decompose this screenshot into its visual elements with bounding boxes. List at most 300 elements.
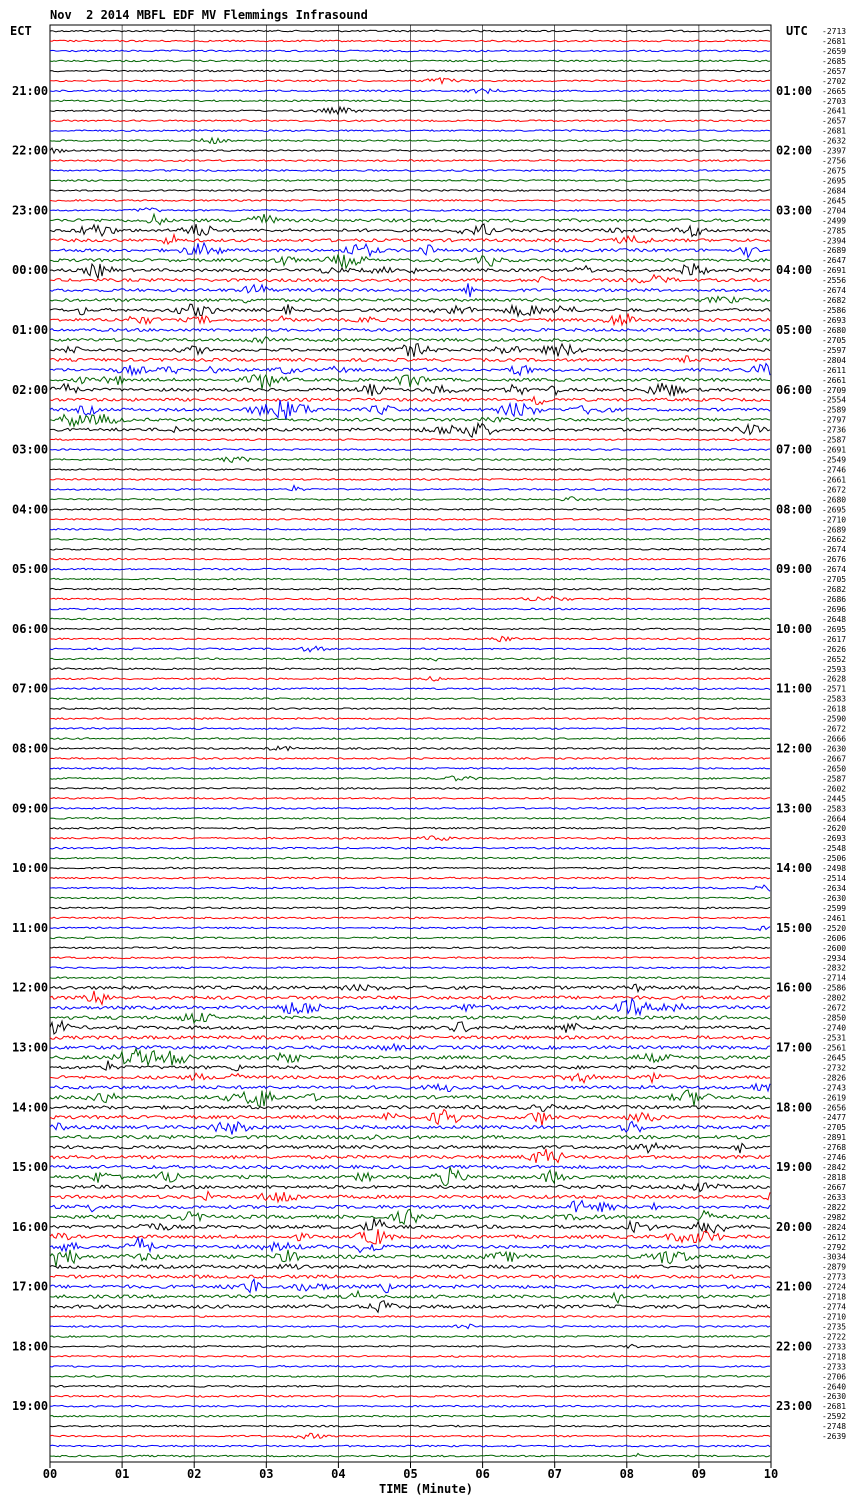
trace-row bbox=[50, 728, 770, 730]
row-offset-label: -2802 bbox=[822, 993, 847, 1003]
row-offset-label: -2718 bbox=[822, 1292, 847, 1302]
trace-row bbox=[50, 375, 770, 389]
trace-row bbox=[50, 1395, 770, 1397]
trace-row bbox=[50, 618, 770, 620]
row-offset-label: -2664 bbox=[822, 814, 847, 824]
trace-row bbox=[50, 788, 770, 790]
row-offset-label: -2445 bbox=[822, 794, 847, 804]
trace-row bbox=[50, 414, 770, 426]
row-offset-label: -2498 bbox=[822, 864, 847, 874]
row-offset-label: -2691 bbox=[822, 445, 847, 455]
row-offset-label: -2657 bbox=[822, 66, 847, 76]
trace-row bbox=[50, 40, 770, 42]
trace-row bbox=[50, 160, 770, 162]
row-offset-label: -2630 bbox=[822, 1392, 847, 1402]
row-offset-label: -2645 bbox=[822, 1053, 847, 1063]
trace-row bbox=[50, 148, 770, 153]
left-timezone-label: ECT bbox=[10, 24, 32, 38]
trace-row bbox=[50, 857, 770, 859]
trace-row bbox=[50, 1344, 770, 1348]
row-offset-label: -2705 bbox=[822, 575, 847, 585]
trace-row bbox=[50, 817, 770, 819]
row-offset-label: -2681 bbox=[822, 36, 847, 46]
row-offset-label: -2689 bbox=[822, 525, 847, 535]
left-hour-label: 14:00 bbox=[12, 1100, 49, 1115]
row-offset-label: -2695 bbox=[822, 624, 847, 634]
trace-row bbox=[50, 1386, 770, 1388]
row-offset-label: -2748 bbox=[822, 1422, 847, 1432]
trace-row bbox=[50, 1356, 770, 1358]
trace-row bbox=[50, 364, 770, 376]
trace-row bbox=[50, 718, 770, 720]
trace-row bbox=[50, 180, 770, 182]
row-offset-label: -2590 bbox=[822, 714, 847, 724]
trace-row bbox=[50, 885, 770, 891]
x-tick-label: 02 bbox=[186, 1467, 202, 1481]
row-offset-label: -2556 bbox=[822, 276, 847, 286]
trace-row bbox=[50, 677, 770, 682]
row-offset-label: -2665 bbox=[822, 86, 847, 96]
row-offset-label: -2667 bbox=[822, 1182, 847, 1192]
row-offset-label: -2732 bbox=[822, 1063, 847, 1073]
trace-row bbox=[50, 548, 770, 550]
trace-row bbox=[50, 1405, 770, 1407]
row-offset-label: -2657 bbox=[822, 116, 847, 126]
row-offset-label: -2705 bbox=[822, 335, 847, 345]
trace-row bbox=[50, 999, 770, 1015]
row-offset-label: -2661 bbox=[822, 375, 847, 385]
row-offset-label: -2733 bbox=[822, 1342, 847, 1352]
row-offset-label: -2685 bbox=[822, 56, 847, 66]
trace-row bbox=[50, 235, 770, 245]
trace-row bbox=[50, 30, 770, 32]
row-offset-label: -2661 bbox=[822, 475, 847, 485]
trace-row bbox=[50, 688, 770, 690]
right-hour-label: 22:00 bbox=[776, 1339, 813, 1354]
trace-row bbox=[50, 658, 770, 661]
right-hour-label: 01:00 bbox=[776, 83, 813, 98]
trace-row bbox=[50, 1183, 770, 1192]
row-offset-label: -2589 bbox=[822, 405, 847, 415]
x-tick-label: 10 bbox=[763, 1467, 779, 1481]
row-offset-label: -2818 bbox=[822, 1173, 847, 1183]
row-offset-label: -2548 bbox=[822, 844, 847, 854]
left-hour-label: 19:00 bbox=[12, 1399, 49, 1414]
row-offset-label: -2561 bbox=[822, 1043, 847, 1053]
row-offset-label: -2520 bbox=[822, 923, 847, 933]
row-offset-label: -2826 bbox=[822, 1073, 847, 1083]
right-hour-label: 10:00 bbox=[776, 621, 813, 636]
trace-row bbox=[50, 297, 770, 304]
row-offset-label: -2618 bbox=[822, 704, 847, 714]
trace-row bbox=[50, 1291, 770, 1303]
row-offset-label: -2746 bbox=[822, 1153, 847, 1163]
trace-row bbox=[50, 255, 770, 269]
row-offset-label: -3034 bbox=[822, 1252, 847, 1262]
row-offset-label: -2583 bbox=[822, 694, 847, 704]
trace-row bbox=[50, 275, 770, 283]
right-hour-label: 19:00 bbox=[776, 1160, 813, 1175]
row-offset-label: -2630 bbox=[822, 893, 847, 903]
row-offset-label: -2639 bbox=[822, 1432, 847, 1442]
trace-row bbox=[50, 768, 770, 770]
row-offset-label: -2586 bbox=[822, 983, 847, 993]
trace-row bbox=[50, 1415, 770, 1417]
trace-row bbox=[50, 926, 770, 930]
row-offset-label: -2676 bbox=[822, 555, 847, 565]
row-offset-label: -2597 bbox=[822, 345, 847, 355]
row-offset-label: -2705 bbox=[822, 1123, 847, 1133]
trace-row bbox=[50, 967, 770, 969]
row-offset-label: -2682 bbox=[822, 585, 847, 595]
trace-row bbox=[50, 596, 770, 600]
trace-row bbox=[50, 1135, 770, 1140]
trace-row bbox=[50, 646, 770, 652]
trace-row bbox=[50, 1301, 770, 1313]
trace-row bbox=[50, 738, 770, 740]
row-offset-label: -2702 bbox=[822, 76, 847, 86]
trace-row bbox=[50, 1021, 770, 1034]
x-tick-label: 09 bbox=[691, 1467, 707, 1481]
row-offset-label: -2674 bbox=[822, 565, 847, 575]
row-offset-label: -2934 bbox=[822, 953, 847, 963]
row-offset-label: -2695 bbox=[822, 176, 847, 186]
right-hour-label: 17:00 bbox=[776, 1040, 813, 1055]
trace-row bbox=[50, 1238, 770, 1253]
trace-row bbox=[50, 808, 770, 810]
trace-row bbox=[50, 1121, 770, 1134]
trace-row bbox=[50, 798, 770, 800]
trace-row bbox=[50, 1316, 770, 1318]
row-offset-label: -2506 bbox=[822, 854, 847, 864]
trace-row bbox=[50, 457, 770, 463]
trace-row bbox=[50, 200, 770, 202]
trace-row bbox=[50, 337, 770, 344]
right-hour-label: 16:00 bbox=[776, 980, 813, 995]
left-hour-label: 04:00 bbox=[12, 502, 49, 517]
row-offset-label: -2672 bbox=[822, 1003, 847, 1013]
row-offset-label: -2656 bbox=[822, 1103, 847, 1113]
right-hour-label: 11:00 bbox=[776, 681, 813, 696]
trace-row bbox=[50, 1209, 770, 1224]
trace-row bbox=[50, 449, 770, 451]
trace-row bbox=[50, 1165, 770, 1168]
right-hour-label: 12:00 bbox=[776, 741, 813, 756]
trace-row bbox=[50, 867, 770, 869]
left-hour-label: 08:00 bbox=[12, 741, 49, 756]
x-axis-label: TIME (Minute) bbox=[379, 1482, 473, 1496]
trace-row bbox=[50, 1090, 770, 1107]
trace-row bbox=[50, 170, 770, 172]
row-offset-label: -2684 bbox=[822, 186, 847, 196]
row-offset-label: -2797 bbox=[822, 415, 847, 425]
trace-row bbox=[50, 1191, 770, 1202]
trace-row bbox=[50, 486, 770, 491]
row-offset-label: -2681 bbox=[822, 1402, 847, 1412]
trace-row bbox=[50, 1218, 770, 1233]
x-tick-label: 07 bbox=[547, 1467, 562, 1481]
trace-row bbox=[50, 208, 770, 212]
right-hour-label: 08:00 bbox=[776, 502, 813, 517]
trace-row bbox=[50, 130, 770, 132]
left-hour-label: 07:00 bbox=[12, 681, 49, 696]
trace-row bbox=[50, 423, 770, 437]
trace-row bbox=[50, 1366, 770, 1368]
row-offset-label: -2626 bbox=[822, 644, 847, 654]
x-tick-label: 04 bbox=[331, 1467, 346, 1481]
row-offset-label: -2583 bbox=[822, 804, 847, 814]
trace-row bbox=[50, 1264, 770, 1269]
row-offset-label: -2599 bbox=[822, 903, 847, 913]
row-offset-label: -2630 bbox=[822, 744, 847, 754]
trace-row bbox=[50, 400, 770, 420]
trace-row bbox=[50, 578, 770, 580]
row-offset-label: -2724 bbox=[822, 1282, 847, 1292]
row-offset-label: -2681 bbox=[822, 126, 847, 136]
trace-row bbox=[50, 243, 770, 258]
trace-row bbox=[50, 847, 770, 849]
left-hour-label: 11:00 bbox=[12, 920, 49, 935]
row-offset-label: -2662 bbox=[822, 535, 847, 545]
right-hour-label: 21:00 bbox=[776, 1279, 813, 1294]
row-offset-label: -2832 bbox=[822, 963, 847, 973]
left-hour-label: 09:00 bbox=[12, 801, 49, 816]
right-hour-label: 09:00 bbox=[776, 562, 813, 577]
trace-row bbox=[50, 397, 770, 405]
row-offset-label: -2602 bbox=[822, 784, 847, 794]
trace-row bbox=[50, 758, 770, 760]
right-hour-label: 06:00 bbox=[776, 382, 813, 397]
trace-row bbox=[50, 1250, 770, 1267]
row-offset-label: -2587 bbox=[822, 435, 847, 445]
row-offset-label: -2743 bbox=[822, 1083, 847, 1093]
left-hour-label: 16:00 bbox=[12, 1219, 49, 1234]
left-hour-label: 18:00 bbox=[12, 1339, 49, 1354]
trace-row bbox=[50, 917, 770, 919]
x-tick-label: 08 bbox=[619, 1467, 635, 1481]
row-offset-label: -2499 bbox=[822, 216, 847, 226]
trace-row bbox=[50, 70, 770, 72]
trace-row bbox=[50, 138, 770, 144]
row-offset-label: -2672 bbox=[822, 485, 847, 495]
row-offset-label: -2746 bbox=[822, 465, 847, 475]
trace-row bbox=[50, 283, 770, 297]
right-hour-label: 18:00 bbox=[776, 1100, 813, 1115]
row-offset-label: -2652 bbox=[822, 654, 847, 664]
trace-row bbox=[50, 224, 770, 236]
row-offset-label: -2695 bbox=[822, 505, 847, 515]
row-offset-label: -2713 bbox=[822, 27, 847, 36]
trace-row bbox=[50, 78, 770, 84]
trace-row bbox=[50, 668, 770, 670]
row-offset-label: -2600 bbox=[822, 943, 847, 953]
trace-row bbox=[50, 877, 770, 879]
row-offset-label: -2773 bbox=[822, 1272, 847, 1282]
trace-row bbox=[50, 509, 770, 511]
right-timezone-label: UTC bbox=[786, 24, 808, 38]
x-tick-label: 05 bbox=[403, 1467, 418, 1481]
trace-row bbox=[50, 776, 770, 781]
row-offset-label: -2740 bbox=[822, 1023, 847, 1033]
trace-row bbox=[50, 937, 770, 939]
row-offset-label: -2804 bbox=[822, 355, 847, 365]
trace-row bbox=[50, 1013, 770, 1023]
trace-row bbox=[50, 698, 770, 700]
row-offset-label: -2714 bbox=[822, 973, 847, 983]
trace-row bbox=[50, 89, 770, 94]
right-hour-label: 23:00 bbox=[776, 1399, 813, 1414]
trace-row bbox=[50, 538, 770, 540]
row-offset-label: -2722 bbox=[822, 1332, 847, 1342]
trace-row bbox=[50, 827, 770, 829]
left-hour-label: 00:00 bbox=[12, 263, 49, 278]
left-hour-label: 03:00 bbox=[12, 442, 49, 457]
row-offset-label: -2571 bbox=[822, 684, 847, 694]
trace-row bbox=[50, 214, 770, 225]
row-offset-label: -2879 bbox=[822, 1262, 847, 1272]
row-offset-label: -2549 bbox=[822, 455, 847, 465]
row-offset-label: -2648 bbox=[822, 614, 847, 624]
trace-row bbox=[50, 107, 770, 114]
trace-row bbox=[50, 1061, 770, 1071]
left-hour-label: 10:00 bbox=[12, 861, 49, 876]
row-offset-label: -2706 bbox=[822, 1372, 847, 1382]
row-offset-label: -2554 bbox=[822, 395, 847, 405]
row-offset-label: -2674 bbox=[822, 286, 847, 296]
row-offset-label: -2693 bbox=[822, 834, 847, 844]
row-offset-label: -2774 bbox=[822, 1302, 847, 1312]
row-offset-label: -2619 bbox=[822, 1093, 847, 1103]
trace-row bbox=[50, 1279, 770, 1293]
trace-row bbox=[50, 519, 770, 521]
row-offset-label: -2850 bbox=[822, 1013, 847, 1023]
left-hour-label: 12:00 bbox=[12, 980, 49, 995]
row-offset-label: -2667 bbox=[822, 754, 847, 764]
trace-row bbox=[50, 120, 770, 122]
trace-row bbox=[50, 1105, 770, 1112]
right-hour-label: 07:00 bbox=[776, 442, 813, 457]
row-offset-label: -2611 bbox=[822, 365, 847, 375]
row-offset-label: -2632 bbox=[822, 136, 847, 146]
row-offset-label: -2891 bbox=[822, 1133, 847, 1143]
x-tick-label: 01 bbox=[114, 1467, 130, 1481]
left-hour-label: 23:00 bbox=[12, 203, 49, 218]
trace-row bbox=[50, 1275, 770, 1278]
row-offset-label: -2587 bbox=[822, 774, 847, 784]
left-hour-label: 15:00 bbox=[12, 1160, 49, 1175]
row-offset-label: -2691 bbox=[822, 266, 847, 276]
trace-row bbox=[50, 344, 770, 357]
row-offset-label: -2785 bbox=[822, 226, 847, 236]
trace-row bbox=[50, 356, 770, 363]
row-offset-label: -2620 bbox=[822, 824, 847, 834]
trace-row bbox=[50, 1433, 770, 1438]
row-offset-label: -2824 bbox=[822, 1222, 847, 1232]
row-offset-label: -2704 bbox=[822, 206, 847, 216]
trace-row bbox=[50, 60, 770, 62]
row-offset-label: -2394 bbox=[822, 236, 847, 246]
trace-row bbox=[50, 1049, 770, 1066]
right-hour-label: 13:00 bbox=[776, 801, 813, 816]
row-offset-label: -2531 bbox=[822, 1033, 847, 1043]
right-hour-label: 04:00 bbox=[776, 263, 813, 278]
row-offset-label: -2461 bbox=[822, 913, 847, 923]
left-hour-label: 21:00 bbox=[12, 83, 49, 98]
row-offset-label: -2982 bbox=[822, 1212, 847, 1222]
row-offset-label: -2696 bbox=[822, 604, 847, 614]
row-offset-label: -2641 bbox=[822, 106, 847, 116]
trace-row bbox=[50, 977, 770, 979]
trace-row bbox=[50, 304, 770, 316]
right-hour-label: 05:00 bbox=[776, 322, 813, 337]
row-offset-label: -2640 bbox=[822, 1382, 847, 1392]
trace-row bbox=[50, 1149, 770, 1163]
left-hour-label: 01:00 bbox=[12, 322, 49, 337]
right-hour-label: 20:00 bbox=[776, 1219, 813, 1234]
trace-row bbox=[50, 628, 770, 630]
trace-row bbox=[50, 1425, 770, 1427]
left-hour-label: 22:00 bbox=[12, 143, 49, 158]
row-offset-label: -2617 bbox=[822, 634, 847, 644]
row-offset-label: -2659 bbox=[822, 46, 847, 56]
row-offset-label: -2792 bbox=[822, 1242, 847, 1252]
left-hour-label: 05:00 bbox=[12, 562, 49, 577]
row-offset-label: -2710 bbox=[822, 515, 847, 525]
trace-row bbox=[50, 1084, 770, 1092]
row-offset-label: -2633 bbox=[822, 1192, 847, 1202]
x-tick-label: 06 bbox=[475, 1467, 490, 1481]
trace-row bbox=[50, 50, 770, 52]
trace-row bbox=[50, 479, 770, 481]
trace-row bbox=[50, 1445, 770, 1447]
trace-row bbox=[50, 588, 770, 590]
trace-row bbox=[50, 907, 770, 909]
row-offset-label: -2686 bbox=[822, 595, 847, 605]
trace-row bbox=[50, 1336, 770, 1338]
row-offset-label: -2736 bbox=[822, 425, 847, 435]
row-offset-label: -2634 bbox=[822, 884, 847, 894]
row-offset-label: -2693 bbox=[822, 315, 847, 325]
trace-row bbox=[50, 708, 770, 710]
row-offset-label: -2674 bbox=[822, 545, 847, 555]
trace-row bbox=[50, 746, 770, 750]
row-offset-label: -2645 bbox=[822, 196, 847, 206]
trace-row bbox=[50, 1036, 770, 1039]
left-hour-label: 02:00 bbox=[12, 382, 49, 397]
row-offset-label: -2666 bbox=[822, 734, 847, 744]
right-hour-label: 14:00 bbox=[776, 861, 813, 876]
row-offset-label: -2675 bbox=[822, 166, 847, 176]
trace-row bbox=[50, 1453, 770, 1457]
trace-row bbox=[50, 439, 770, 441]
plot-title: Nov 2 2014 MBFL EDF MV Flemmings Infrasound bbox=[50, 8, 368, 22]
row-offset-label: -2680 bbox=[822, 495, 847, 505]
x-tick-label: 00 bbox=[42, 1467, 58, 1481]
row-offset-label: -2733 bbox=[822, 1362, 847, 1372]
row-offset-label: -2628 bbox=[822, 674, 847, 684]
row-offset-label: -2647 bbox=[822, 256, 847, 266]
row-offset-label: -2689 bbox=[822, 246, 847, 256]
trace-row bbox=[50, 314, 770, 326]
row-offset-label: -2586 bbox=[822, 306, 847, 316]
row-offset-label: -2709 bbox=[822, 385, 847, 395]
left-hour-label: 13:00 bbox=[12, 1040, 49, 1055]
row-offset-label: -2593 bbox=[822, 664, 847, 674]
trace-row bbox=[50, 947, 770, 949]
row-offset-label: -2682 bbox=[822, 296, 847, 306]
row-offset-label: -2718 bbox=[822, 1352, 847, 1362]
row-offset-label: -2756 bbox=[822, 156, 847, 166]
